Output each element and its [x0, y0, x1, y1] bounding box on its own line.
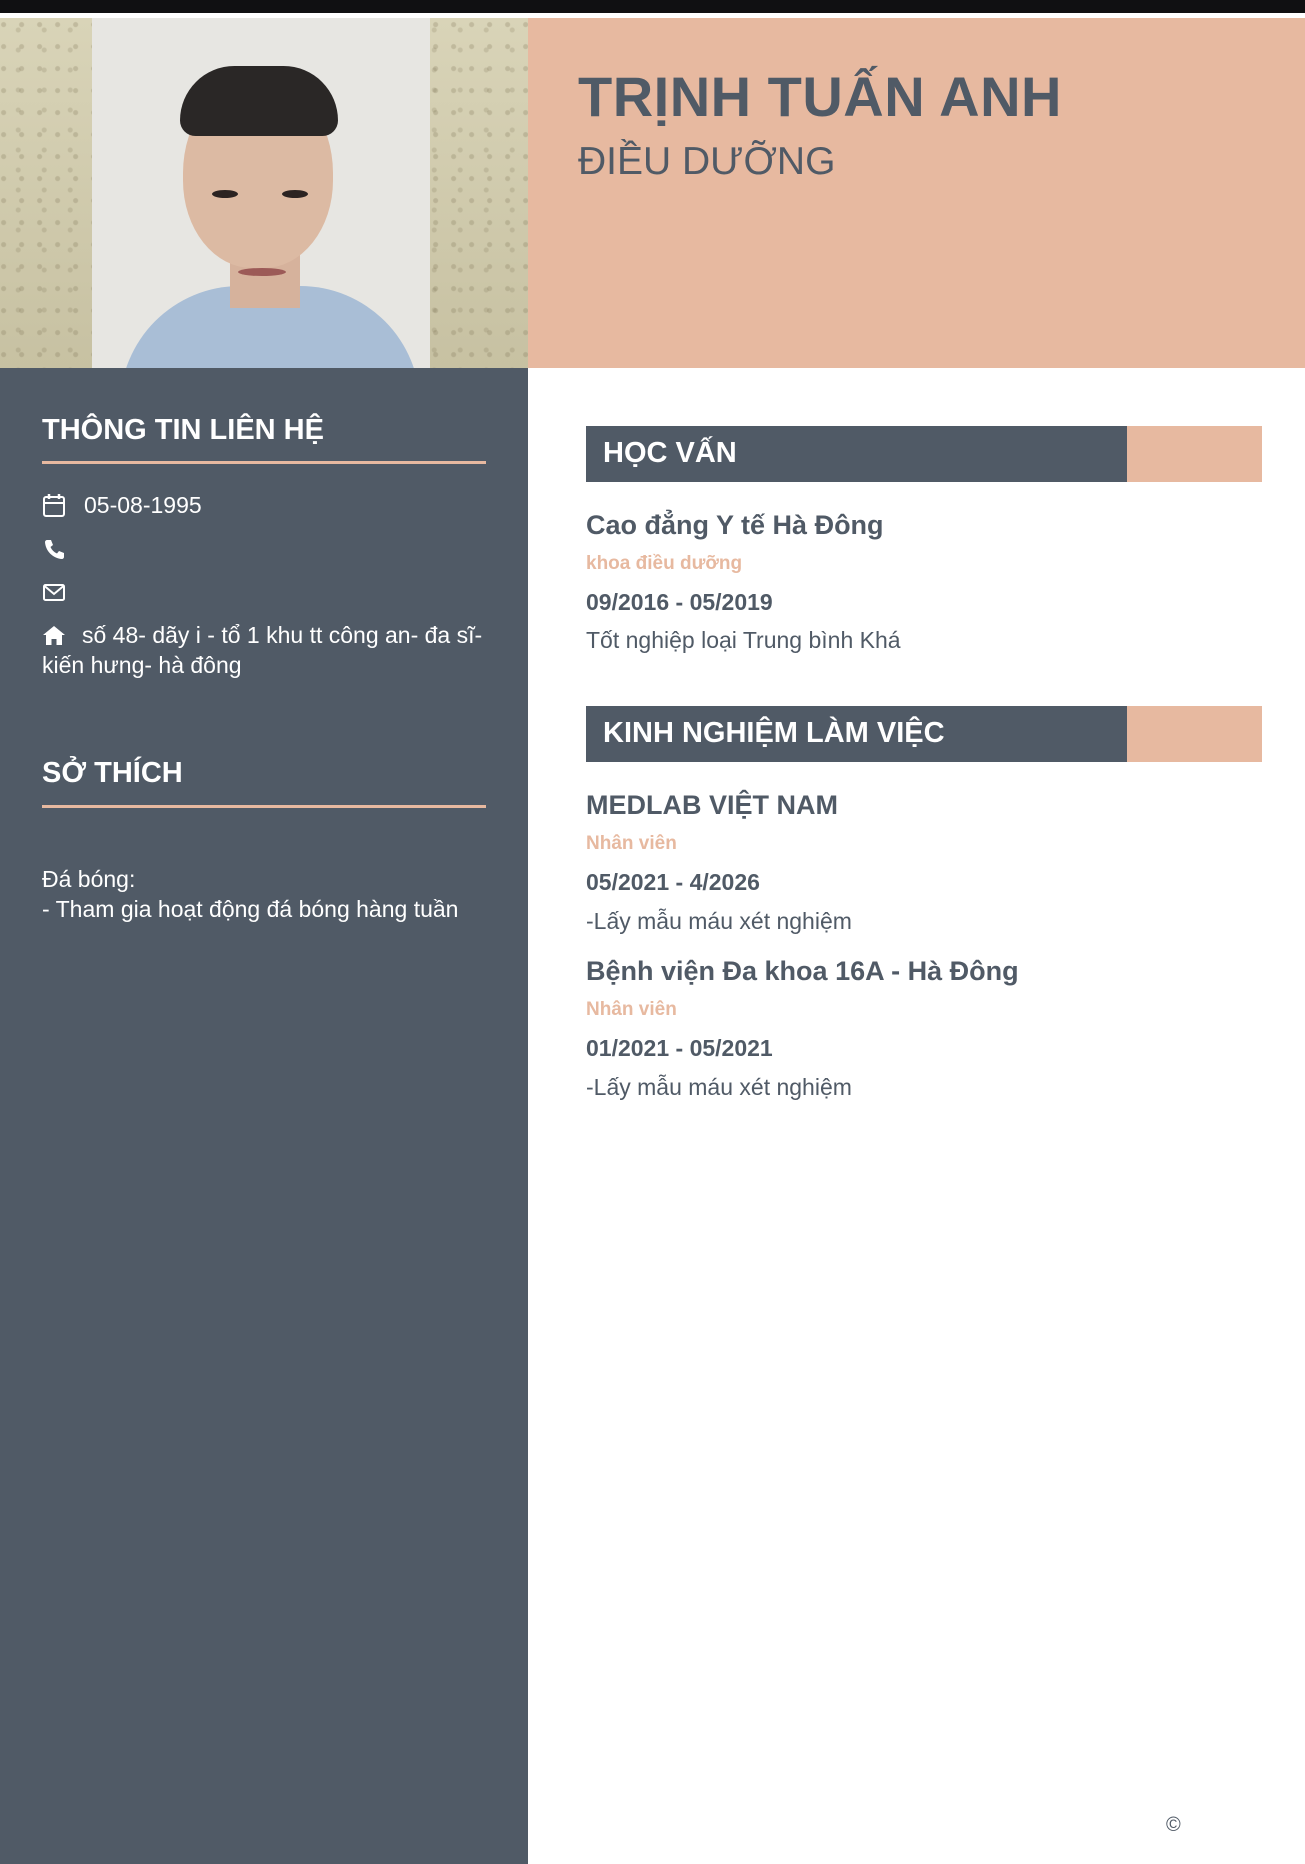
experience-section-header: [586, 706, 1262, 762]
envelope-icon: [42, 579, 66, 605]
contact-heading: THÔNG TIN LIÊN HỆ: [42, 414, 324, 446]
hobby-line-1: Đá bóng:: [42, 866, 136, 892]
birthday-value: 05-08-1995: [84, 492, 202, 518]
experience-description: -Lấy mẫu máu xét nghiệm: [586, 908, 852, 934]
photo-mouth: [238, 268, 286, 276]
job-title: ĐIỀU DƯỠNG: [578, 140, 836, 183]
experience-position: Nhân viên: [586, 833, 677, 854]
profile-photo: [0, 18, 528, 368]
home-icon: [42, 623, 66, 645]
address-line-1: số 48- dãy i - tổ 1 khu tt công an- đa sĩ-: [82, 622, 483, 648]
education-description: Tốt nghiệp loại Trung bình Khá: [586, 627, 901, 653]
hobbies-heading: SỞ THÍCH: [42, 757, 183, 789]
copyright-mark: ©: [1166, 1814, 1181, 1836]
experience-position: Nhân viên: [586, 999, 677, 1020]
experience-description: -Lấy mẫu máu xét nghiệm: [586, 1074, 852, 1100]
hobby-text: [42, 864, 492, 924]
education-heading: HỌC VẤN: [603, 437, 737, 469]
experience-period: 01/2021 - 05/2021: [586, 1035, 773, 1061]
education-major: khoa điều dưỡng: [586, 553, 743, 574]
hobbies-heading-rule: [42, 805, 486, 808]
candidate-name: TRỊNH TUẤN ANH: [578, 65, 1062, 128]
phone-icon: [42, 536, 66, 562]
education-school: Cao đẳng Y tế Hà Đông: [586, 510, 884, 540]
sidebar: [0, 368, 528, 1864]
contact-heading-rule: [42, 461, 486, 464]
photo-right-eye: [282, 190, 308, 198]
photo-hair: [180, 66, 338, 136]
address-row: [42, 620, 492, 680]
address-line-2: kiến hưng- hà đông: [42, 652, 242, 678]
hobby-line-2: - Tham gia hoạt động đá bóng hàng tuần: [42, 896, 459, 922]
top-bar: [0, 0, 1305, 13]
experience-period: 05/2021 - 4/2026: [586, 869, 760, 895]
experience-company: MEDLAB VIỆT NAM: [586, 790, 838, 820]
experience-company: Bệnh viện Đa khoa 16A - Hà Đông: [586, 956, 1019, 986]
header-banner: [528, 18, 1305, 368]
education-section-header: [586, 426, 1262, 482]
calendar-icon: [42, 492, 66, 518]
education-period: 09/2016 - 05/2019: [586, 589, 773, 615]
photo-left-eye: [212, 190, 238, 198]
experience-heading: KINH NGHIỆM LÀM VIỆC: [603, 717, 945, 749]
